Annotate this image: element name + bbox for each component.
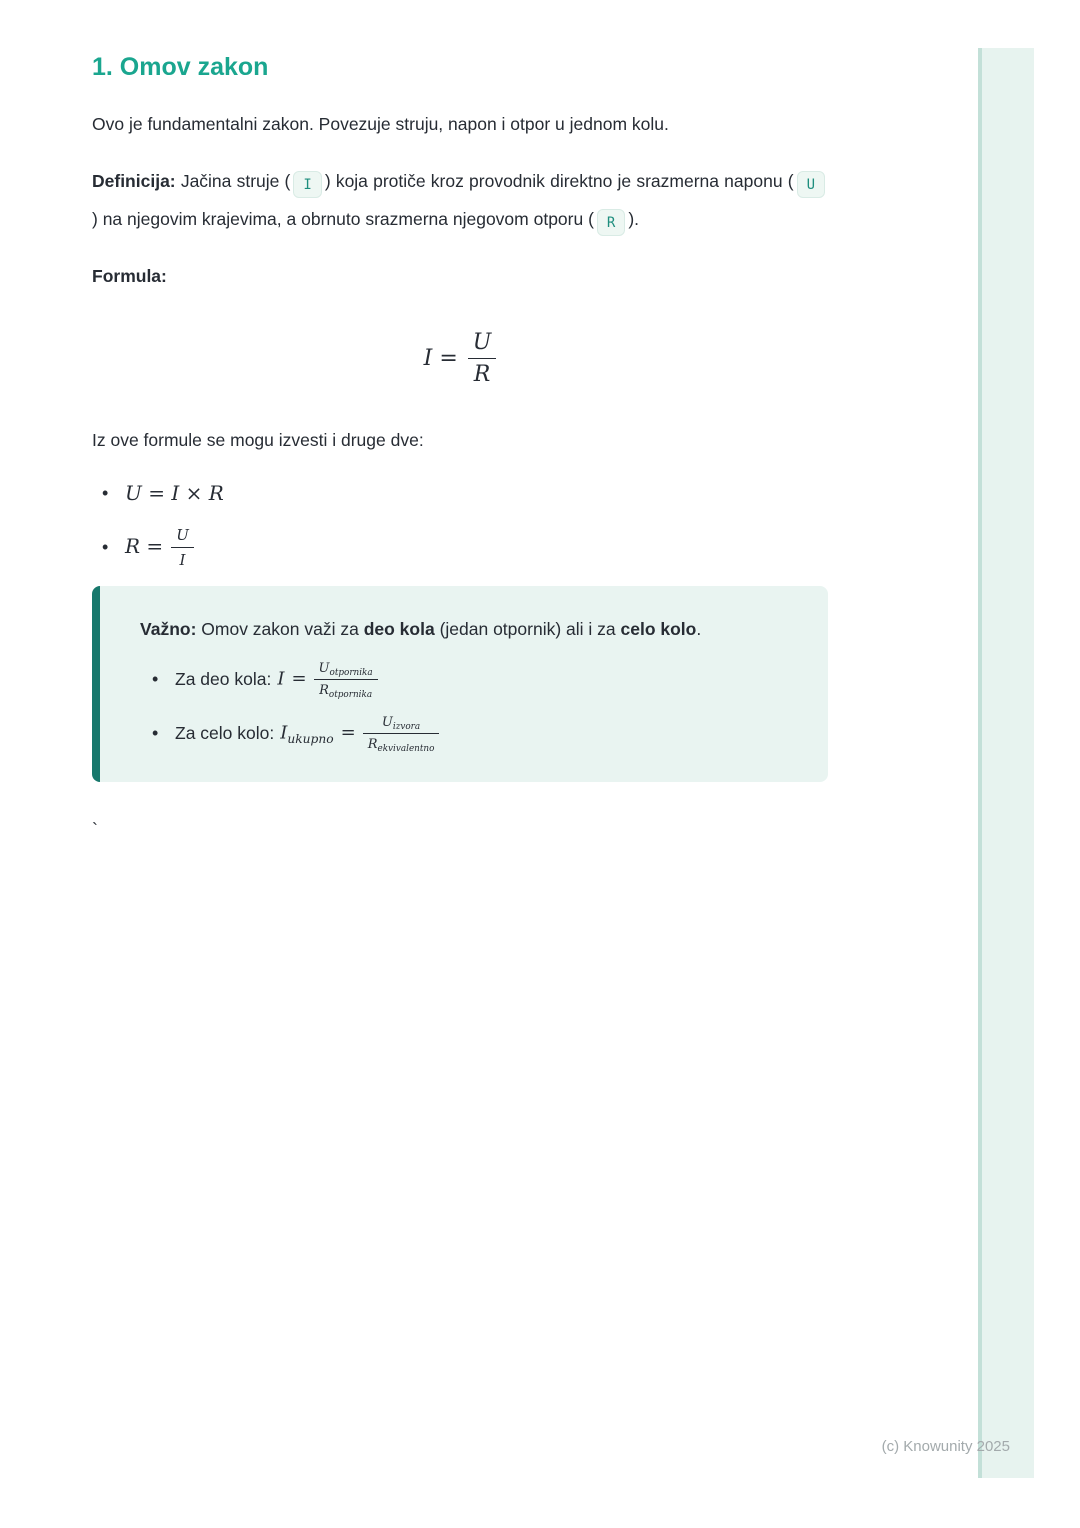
resistance-numerator: U <box>171 526 194 548</box>
definition-text-1: Jačina struje ( <box>175 171 291 191</box>
callout-item-partial-circuit <box>140 656 792 702</box>
callout-text-1: Omov zakon važi za <box>196 619 364 639</box>
equals-sign: = <box>291 668 307 689</box>
resistance-formula <box>125 526 194 569</box>
denominator-sub: otpornika <box>328 689 373 700</box>
denominator-sub: ekvivalentno <box>377 743 435 754</box>
callout-label: Važno: <box>140 619 197 639</box>
partial-numerator <box>314 661 378 680</box>
copyright-watermark: (c) Knowunity 2025 <box>881 1438 1010 1455</box>
stray-backtick: ` <box>92 820 98 840</box>
callout-item-full-circuit <box>140 710 792 756</box>
denominator-var: R <box>319 682 329 698</box>
resistance-denominator: I <box>179 550 186 569</box>
full-circuit-formula <box>280 715 439 752</box>
full-denominator <box>363 734 440 752</box>
formula-var-sub: ukupno <box>287 731 334 746</box>
voltage-formula: U = I × R <box>125 481 224 505</box>
important-callout-box <box>92 586 828 782</box>
derived-formula-voltage <box>92 478 828 508</box>
callout-bold-1: deo kola <box>363 619 435 639</box>
current-symbol-badge: I <box>293 171 321 198</box>
numerator-sub: izvora <box>392 721 421 732</box>
partial-circuit-formula <box>277 661 377 698</box>
full-fraction <box>363 715 440 752</box>
numerator-sub: otpornika <box>329 667 373 678</box>
ohms-law-formula <box>92 326 828 390</box>
formula-lhs: I = <box>423 345 458 371</box>
partial-fraction <box>314 661 378 698</box>
partial-denominator <box>314 680 378 698</box>
callout-text-3: . <box>696 619 702 639</box>
formula-var: I <box>277 668 285 689</box>
denominator-var: R <box>367 736 378 752</box>
numerator-var: U <box>381 714 393 730</box>
bullet-icon: • <box>102 536 109 557</box>
bullet-icon: • <box>152 722 159 743</box>
resistance-fraction <box>171 526 194 569</box>
formula-label: Formula: <box>92 266 167 286</box>
callout-item-label: Za deo kola: <box>175 668 272 689</box>
document-content <box>92 0 828 841</box>
definition-text-4: ). <box>628 209 640 229</box>
callout-list <box>140 656 792 756</box>
full-numerator <box>363 715 440 734</box>
definition-text-3: ) na njegovim krajevima, a obrnuto srazmerna njegovom otporu ( <box>92 209 594 229</box>
page-title: 1. Omov zakon <box>92 53 269 81</box>
callout-item-label: Za celo kolo: <box>175 722 275 743</box>
formula-var: I <box>280 722 288 743</box>
derived-formulas-list <box>92 478 828 570</box>
side-strip-decoration <box>978 48 1034 1478</box>
equals-sign: = <box>340 722 356 743</box>
definition-label: Definicija: <box>92 171 176 191</box>
voltage-symbol-badge: U <box>797 171 825 198</box>
formula-denominator: R <box>473 361 491 387</box>
formula-fraction <box>468 330 497 387</box>
derived-intro: Iz ove formule se mogu izvesti i druge dve: <box>92 430 424 450</box>
intro-paragraph: Ovo je fundamentalni zakon. Povezuje struju, napon i otpor u jednom kolu. <box>92 114 669 134</box>
derived-formula-resistance <box>92 524 828 570</box>
resistance-symbol-badge: R <box>597 209 625 236</box>
bullet-icon: • <box>102 482 109 503</box>
numerator-var: U <box>318 660 330 676</box>
callout-paragraph <box>140 610 792 648</box>
resistance-lhs: R = <box>125 533 164 558</box>
callout-text-2: (jedan otpornik) ali i za <box>434 619 621 639</box>
formula-numerator: U <box>468 330 497 359</box>
bullet-icon: • <box>152 668 159 689</box>
definition-paragraph <box>92 162 828 238</box>
callout-bold-2: celo kolo <box>620 619 697 639</box>
definition-text-2: ) koja protiče kroz provodnik direktno je srazmerna naponu ( <box>324 171 794 191</box>
